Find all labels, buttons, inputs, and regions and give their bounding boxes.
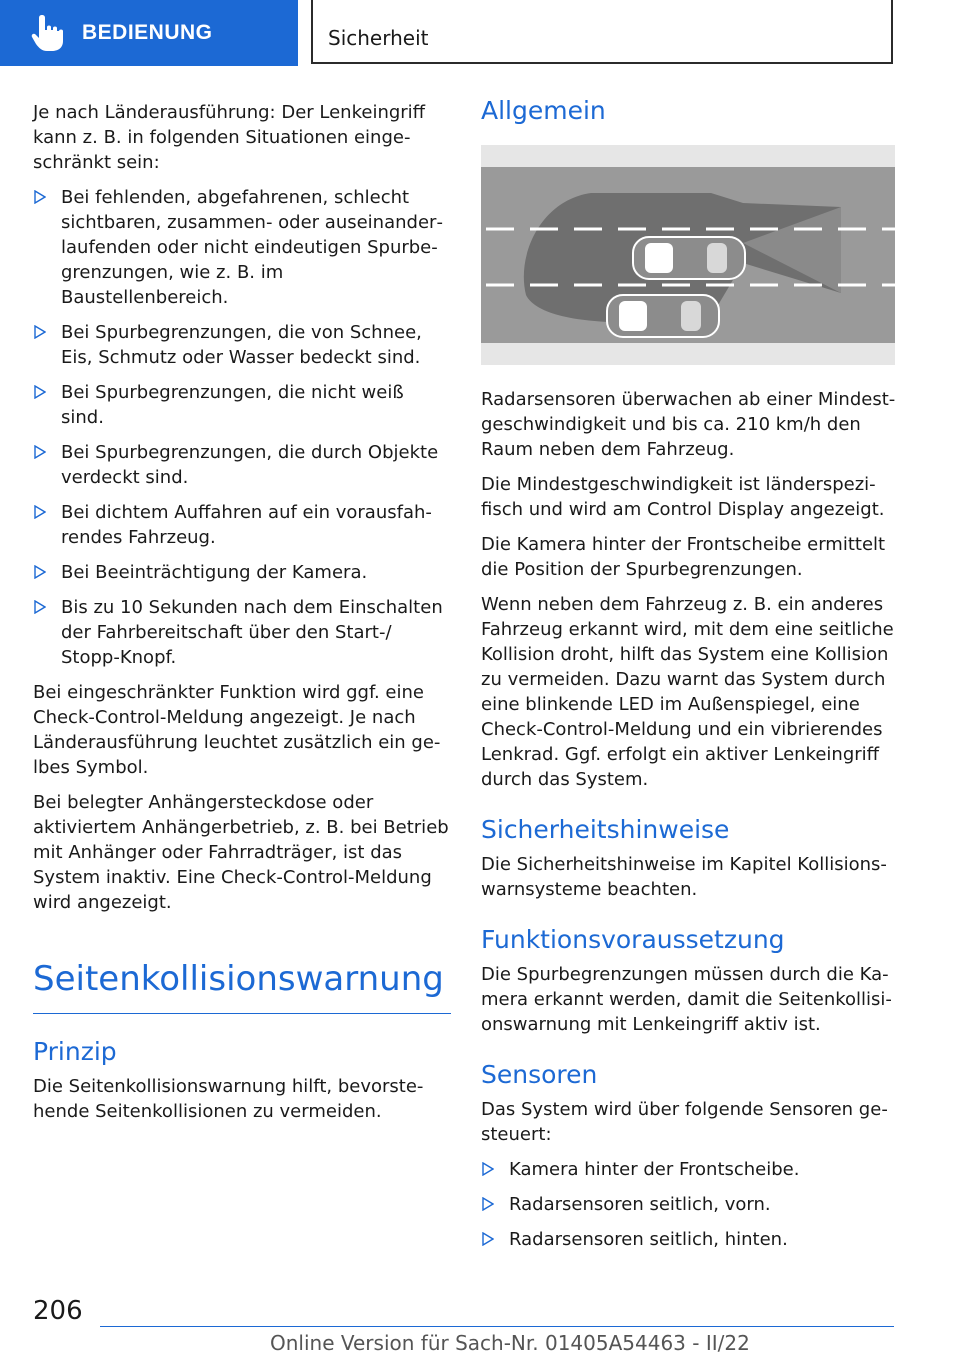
principle-heading: Prinzip	[33, 1037, 117, 1066]
general-paragraph-2: Die Mindestgeschwindigkeit ist länderspezifisch und wird am Control Display angezeigt.	[481, 474, 885, 520]
requirements-text: Die Spurbegrenzungen müssen durch die Kamera erkannt werden, damit die Seitenkollisionswarnung mit Lenkeingriff aktiv ist.	[481, 964, 892, 1035]
list-item-text: Bei dichtem Auffahren auf ein vorausfahrendes Fahrzeug.	[61, 502, 432, 548]
ego-car	[633, 237, 745, 279]
section-title: Sicherheit	[328, 26, 429, 50]
general-paragraph-4: Wenn neben dem Fahrzeug z. B. ein anderes Fahrzeug erkannt wird, mit dem eine seitliche Kollision droht, hilft das System eine Kollision zu vermeiden. Dazu warnt das System durch eine blinkende LED im Außenspiegel, eine Check-Control-Meldung und ein vibrierendes Lenkrad. Ggf. erfolgt ein aktiver Lenkeingriff durch das System.	[481, 594, 894, 790]
sensors-list	[481, 1157, 901, 1252]
footer-online-version: Online Version für Sach-Nr. 01405A54463 - II/22	[270, 1331, 750, 1355]
trailer-paragraph: Bei belegter Anhängersteckdose oder aktiviertem Anhängerbetrieb, z. B. bei Betrieb mit Anhänger oder Fahrradträger, ist das System inaktiv. Eine Check-Control-Meldung wird angezeigt.	[33, 792, 449, 913]
triangle-bullet-icon	[34, 445, 46, 459]
left-column	[33, 100, 451, 1134]
section-header	[311, 0, 893, 64]
list-item-text: Radarsensoren seitlich, hinten.	[509, 1229, 788, 1250]
side-collision-illustration	[481, 145, 895, 365]
triangle-bullet-icon	[34, 385, 46, 399]
triangle-bullet-icon	[34, 565, 46, 579]
list-item-text: Kamera hinter der Frontscheibe.	[509, 1159, 800, 1180]
requirements-heading: Funktionsvoraussetzung	[481, 925, 785, 954]
sensors-text: Das System wird über folgende Sensoren gesteuert:	[481, 1099, 888, 1145]
list-item	[481, 1192, 901, 1217]
safety-text: Die Sicherheitshinweise im Kapitel Kollisionswarnsysteme beachten.	[481, 854, 887, 900]
triangle-bullet-icon	[482, 1197, 494, 1211]
chapter-label: BEDIENUNG	[82, 21, 213, 44]
list-item	[33, 440, 451, 490]
general-heading: Allgemein	[481, 96, 606, 125]
list-item	[33, 380, 451, 430]
general-paragraph-1: Radarsensoren überwachen ab einer Mindestgeschwindigkeit und bis ca. 210 km/h den Raum neben dem Fahrzeug.	[481, 389, 896, 460]
limitations-list	[33, 185, 451, 670]
list-item-text: Bei Beeinträchtigung der Kamera.	[61, 562, 368, 583]
triangle-bullet-icon	[482, 1162, 494, 1176]
triangle-bullet-icon	[34, 325, 46, 339]
list-item	[33, 320, 451, 370]
footer-divider	[100, 1326, 894, 1327]
list-item-text: Bis zu 10 Sekunden nach dem Einschalten der Fahrbereitschaft über den Start-/ Stopp-Knopf.	[61, 597, 443, 668]
general-paragraph-3: Die Kamera hinter der Frontscheibe ermittelt die Position der Spurbegrenzungen.	[481, 534, 886, 580]
safety-heading: Sicherheitshinweise	[481, 815, 730, 844]
pointing-hand-icon	[30, 13, 66, 53]
right-column	[481, 95, 901, 1262]
heading-divider	[33, 1013, 451, 1014]
list-item	[481, 1157, 901, 1182]
list-item	[33, 185, 451, 310]
triangle-bullet-icon	[34, 505, 46, 519]
list-item-text: Bei Spurbegrenzungen, die durch Objekte verdeckt sind.	[61, 442, 439, 488]
principle-text: Die Seitenkollisionswarnung hilft, bevorstehende Seitenkollisionen zu vermeiden.	[33, 1076, 424, 1122]
page-number: 206	[33, 1296, 83, 1326]
list-item	[481, 1227, 901, 1252]
intro-paragraph: Je nach Länderausführung: Der Lenkeingriff kann z. B. in folgenden Situationen eingeschränkt sein:	[33, 102, 426, 173]
main-heading: Seitenkollisionswarnung	[33, 959, 444, 999]
list-item	[33, 560, 451, 585]
list-item	[33, 595, 451, 670]
list-item-text: Radarsensoren seitlich, vorn.	[509, 1194, 771, 1215]
triangle-bullet-icon	[34, 600, 46, 614]
triangle-bullet-icon	[482, 1232, 494, 1246]
list-item	[33, 500, 451, 550]
list-item-text: Bei Spurbegrenzungen, die nicht weiß sind.	[61, 382, 404, 428]
adjacent-car	[607, 295, 719, 337]
restricted-function-paragraph: Bei eingeschränkter Funktion wird ggf. eine Check-Control-Meldung angezeigt. Je nach Länderausführung leuchtet zusätzlich ein gelbes Symbol.	[33, 682, 441, 778]
triangle-bullet-icon	[34, 190, 46, 204]
list-item-text: Bei fehlenden, abgefahrenen, schlecht sichtbaren, zusammen- oder auseinanderlaufenden oder nicht eindeutigen Spurbegrenzungen, wie z. B. im Baustellenbereich.	[61, 187, 443, 308]
list-item-text: Bei Spurbegrenzungen, die von Schnee, Eis, Schmutz oder Wasser bedeckt sind.	[61, 322, 422, 368]
sensors-heading: Sensoren	[481, 1060, 598, 1089]
chapter-tab[interactable]	[0, 0, 298, 66]
